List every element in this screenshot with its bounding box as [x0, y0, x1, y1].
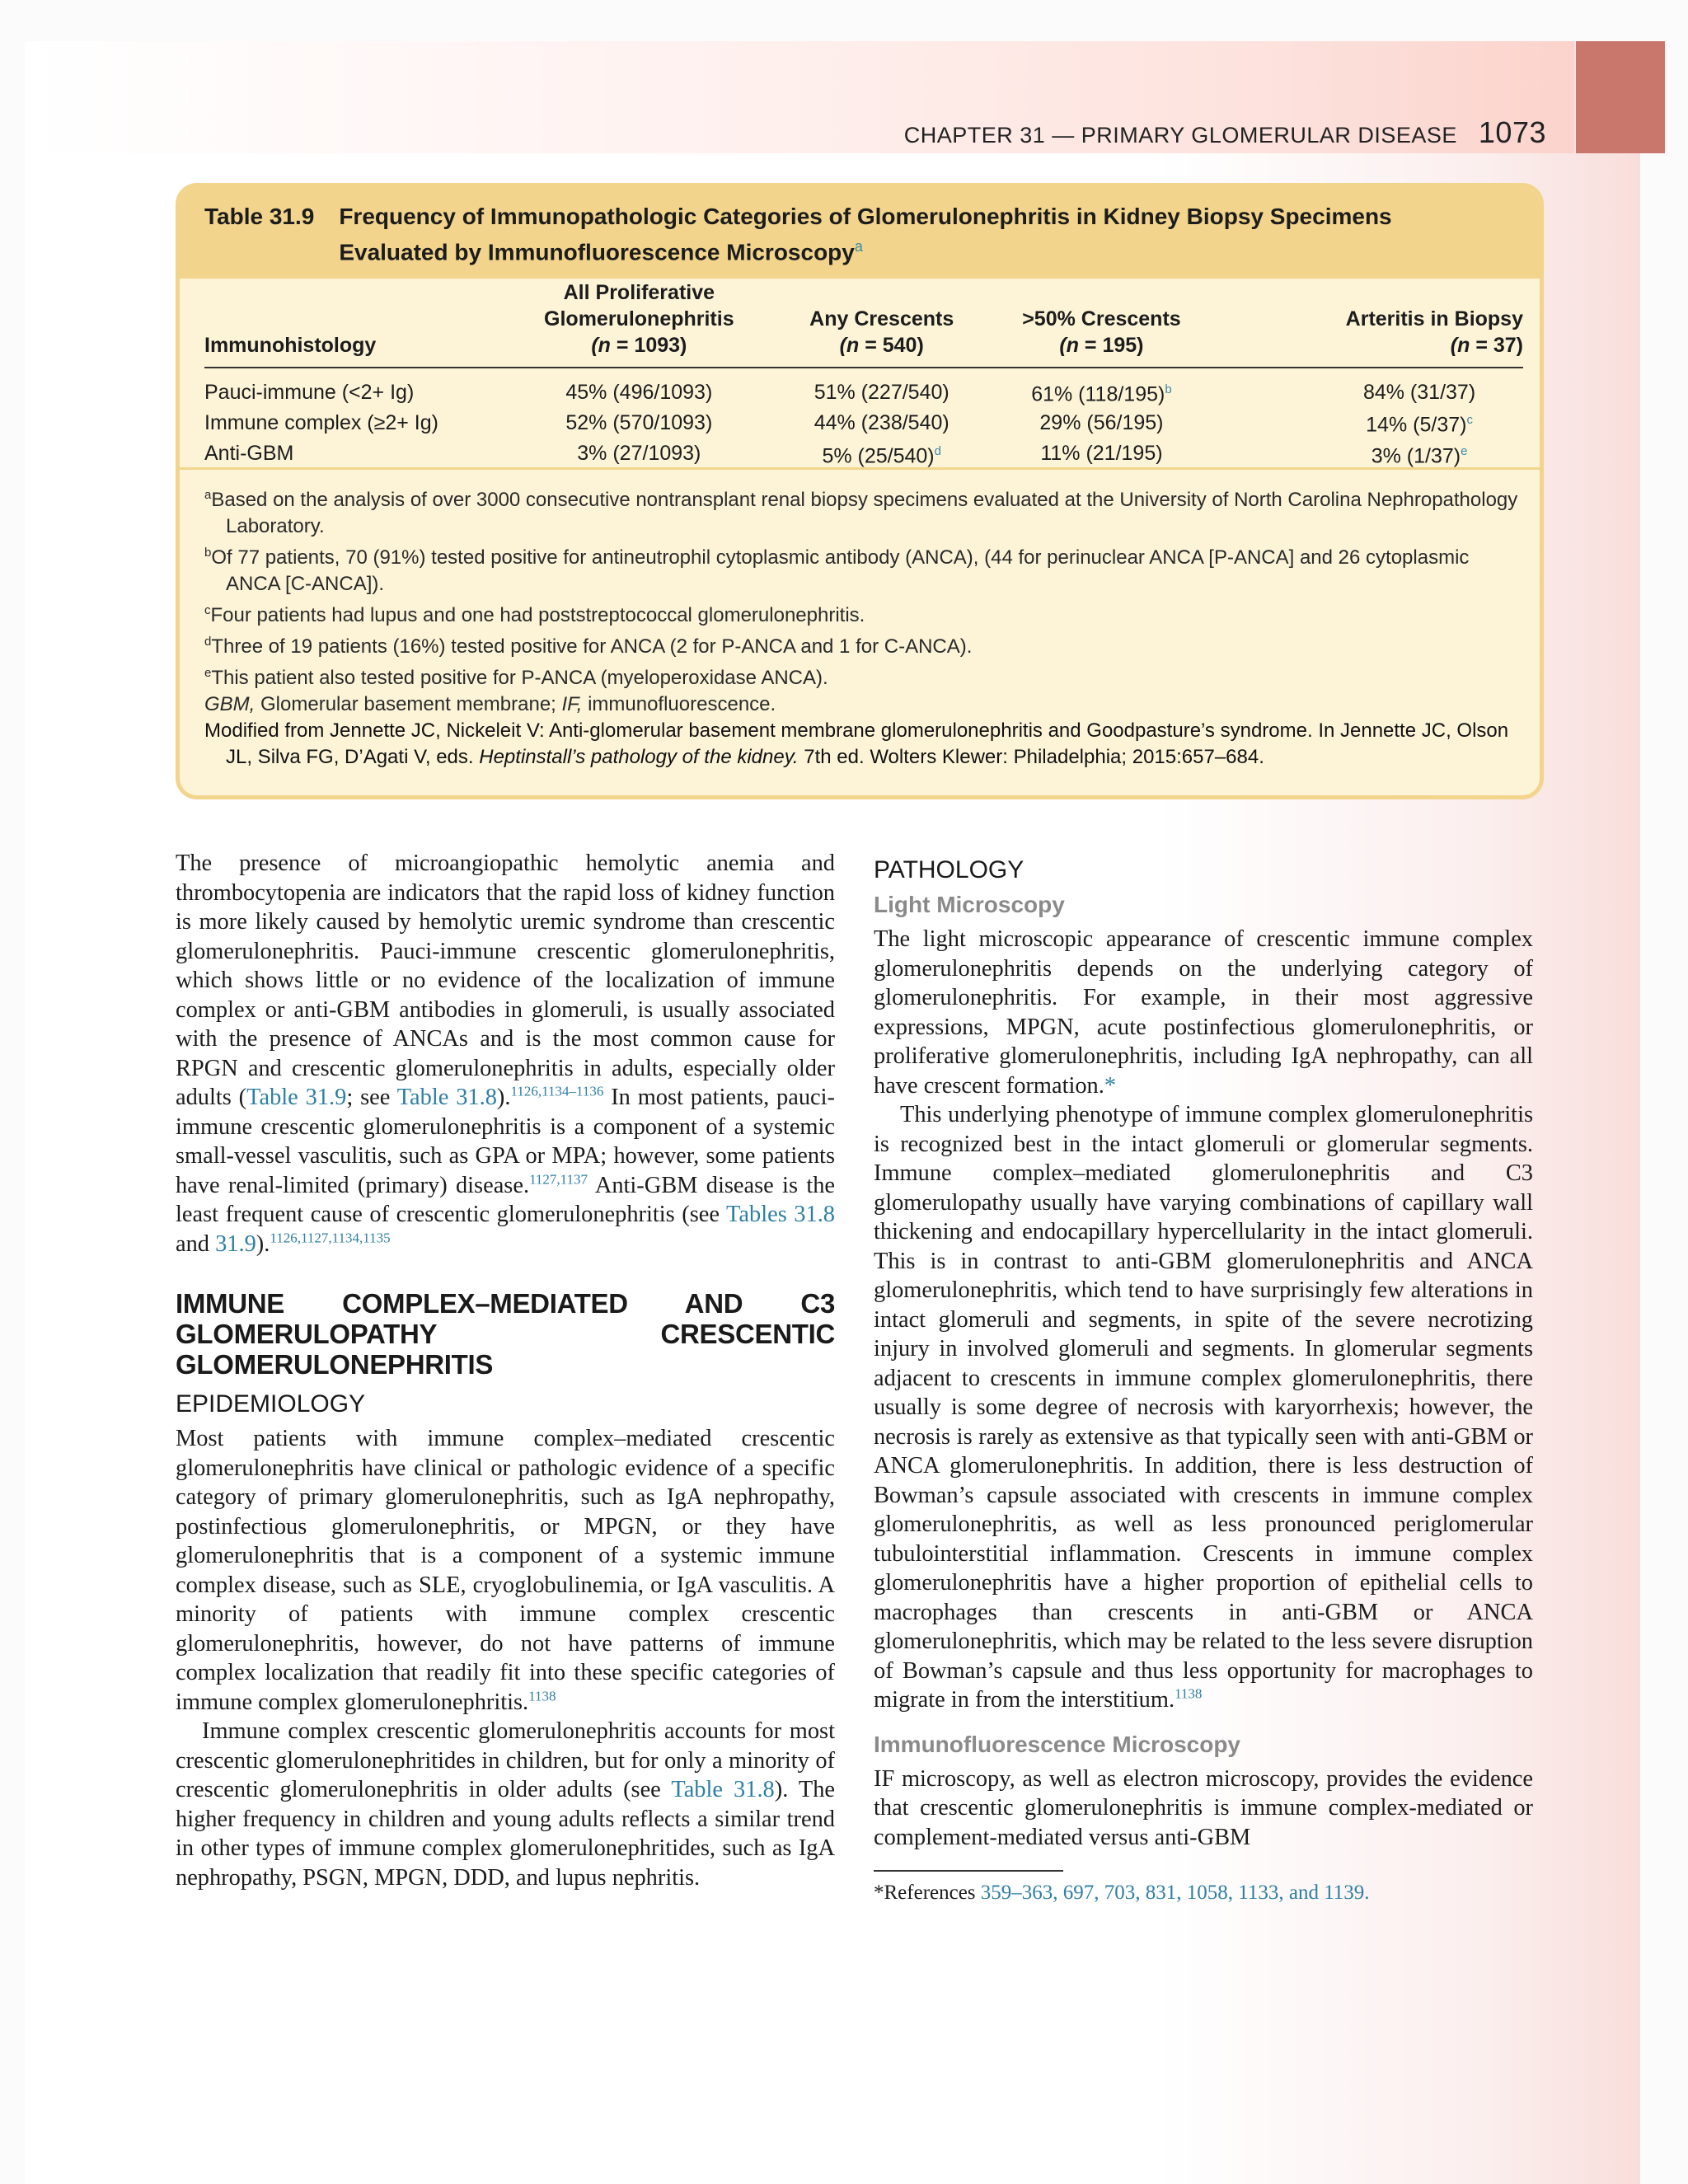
table-link[interactable]: Tables 31.8 — [726, 1202, 835, 1227]
table-footnotes — [204, 482, 1523, 771]
table-cell: 3% $(1/37)^e$ — [1371, 443, 1468, 467]
table-cell: 84% (31/37) — [1362, 380, 1476, 404]
row-label: Pauci-immune (<2+ Ig) — [204, 380, 415, 404]
table-cell: 44% (238/540) — [814, 410, 950, 434]
table-row — [204, 407, 1523, 438]
running-head — [904, 115, 1546, 150]
footnote: $^a$Based on the analysis of over 3000 consecutive nontransplant renal biopsy specimens evaluated at the University of North Carolina Nephropathology Laboratory. — [204, 488, 1518, 537]
right-column — [874, 849, 1533, 1906]
citation-link[interactable]: 1126,1134–1136 — [510, 1083, 604, 1099]
table-row — [204, 368, 1523, 407]
table-title: Frequency of Immunopathologic Categories of Glomerulonephritis in Kidney Biopsy Specimens Evaluated by Immunofluorescence Microscopy$^a$ — [339, 204, 1392, 265]
footnote: $^e$This patient also tested positive for P-ANCA (myeloperoxidase ANCA). — [204, 666, 828, 689]
table-cell: 45% (496/1093) — [565, 380, 713, 404]
table-cell: 5% $(25/540)^d$ — [822, 443, 941, 467]
table-link[interactable]: Table 31.8 — [671, 1777, 775, 1802]
footnote-rule — [874, 1870, 1063, 1872]
footnote: $^b$Of 77 patients, 70 (91%) tested positive for antineutrophil cytoplasmic antibody (ANCA), (44 for perinuclear ANCA [P-ANCA] and 26 cytoplasmic ANCA [C-ANCA]). — [204, 546, 1470, 595]
row-label: Anti-GBM — [204, 442, 294, 466]
table-cell: 11% (21/195) — [1040, 442, 1163, 466]
section-heading: IMMUNE COMPLEX–MEDIATED AND C3 GLOMERULOPATHY CRESCENTIC GLOMERULONEPHRITIS — [176, 1288, 835, 1380]
table-cell: 52% (570/1093) — [565, 410, 713, 434]
chapter-tab — [1576, 41, 1665, 153]
minor-heading: Immunofluorescence Microscopy — [874, 1731, 1241, 1757]
references-link[interactable]: 359–363, 697, 703, 831, 1058, 1133, and 1139. — [980, 1882, 1370, 1904]
running-head-title: CHAPTER 31 — PRIMARY GLOMERULAR DISEASE — [903, 123, 1457, 148]
page-number: 1073 — [1478, 115, 1546, 149]
paragraph: The light microscopic appearance of crescentic immune complex glomerulonephritis depends on the underlying category of glomerulonephritis. For example, in their most aggressive expressions, MPGN, acute postinfectious glomerulonephritis, or proliferative glomerulonephritis, including IgA nephropathy, can all have crescent formation.* — [874, 926, 1533, 1099]
table-source: Modified from Jennette JC, Nickeleit V: Anti-glomerular basement membrane glomerulonephritis and Goodpasture’s syndrome. In Jennette JC, Olson JL, Silva FG, D’Agati V, eds. Heptinstall’s pathology of the kidney. 7th ed. Wolters Klewer: Philadelphia; 2015:657–684. — [204, 719, 1509, 768]
column-header: Immunohistology — [204, 279, 501, 368]
table-cell: 14% $(5/37)^c$ — [1366, 413, 1473, 437]
citation-link[interactable]: 1138 — [1175, 1685, 1203, 1702]
paragraph: IF microscopy, as well as electron microscopy, provides the evidence that crescentic glomerulonephritis is immune complex-mediated or complement-mediated versus anti-GBM — [874, 1765, 1533, 1850]
paragraph: Immune complex crescentic glomerulonephritis accounts for most crescentic glomerulonephritides in children, but for only a minority of crescentic glomerulonephritis in older adults (see Table 31.8). The higher frequency in children and young adults reflects a similar trend in other types of immune complex glomerulonephritides, such as IgA nephropathy, PSGN, MPGN, DDD, and lupus nephritis. — [176, 1718, 835, 1891]
footnote: $^d$Three of 19 patients (16%) tested positive for ANCA (2 for P-ANCA and 1 for C-ANCA). — [204, 635, 973, 658]
table-cell: 3% (27/1093) — [577, 442, 701, 466]
table-link[interactable]: 31.9 — [215, 1230, 256, 1257]
paragraph: Most patients with immune complex–mediated crescentic glomerulonephritis have clinical or pathologic evidence of a specific category of primary glomerulonephritis, such as IgA nephropathy, postinfectious glomerulonephritis, or MPGN, or they have glomerulonephritis that is a component of a systemic immune complex disease, such as SLE, cryoglobulinemia, or IgA vasculitis. A minority of patients with immune complex crescentic glomerulonephritis, however, do not have patterns of immune complex localization that readily fit into these specific categories of immune complex glomerulonephritis.$^{1138}$ — [176, 1426, 835, 1715]
footnote: $^c$Four patients had lupus and one had poststreptococcal glomerulonephritis. — [204, 603, 865, 626]
minor-heading: Light Microscopy — [874, 892, 1065, 917]
table-divider — [180, 467, 1540, 470]
paragraph: This underlying phenotype of immune complex glomerulonephritis is recognized best in the intact glomeruli or glomerular segments. Immune complex–mediated glomerulonephritis and C3 glomerulopathy usually have varying combinations of capillary wall thickening and endocapillary hypercellularity in the intact glomeruli. This is in contrast to anti-GBM glomerulonephritis and ANCA glomerulonephritis, which tend to have surprisingly few alterations in intact glomeruli and segments, in spite of the severe necrotizing injury in involved glomeruli and segments. In glomerular segments adjacent to crescents in immune complex glomerulonephritis, there usually is some degree of necrosis with karyorrhexis; however, the necrosis is rarely as extensive as that typically seen with anti-GBM or ANCA glomerulonephritis. In addition, there is less destruction of Bowman’s capsule associated with crescents in immune complex glomerulonephritis, as well as less pronounced periglomerular tubulointerstitial inflammation. Crescents in immune complex glomerulonephritis have a higher proportion of epithelial cells to macrophages than crescents in anti-GBM or ANCA glomerulonephritis, which may be related to the less severe disruption of Bowman’s capsule and thus less opportunity for macrophages to migrate in from the interstitium.$^{1138}$ — [874, 1102, 1533, 1713]
table-cell: 61% $(118/195)^b$ — [1031, 382, 1172, 406]
table-number: Table 31.9 — [204, 204, 315, 229]
footnote-link[interactable]: * — [1104, 1072, 1117, 1099]
table-caption — [180, 187, 1540, 279]
table-link[interactable]: Table 31.8 — [396, 1085, 497, 1110]
column-header: Arteritis in Biopsy (n = 37) — [1217, 279, 1523, 368]
citation-link[interactable]: 1138 — [528, 1688, 556, 1704]
spacer — [874, 1715, 1533, 1730]
table-cell: 29% (56/195) — [1039, 410, 1164, 434]
row-label: Immune complex (≥2+ Ig) — [204, 410, 438, 434]
page-footnote: *References 359–363, 697, 703, 831, 1058, 1133, and 1139. — [874, 1882, 1370, 1904]
table-panel — [176, 183, 1544, 799]
citation-link[interactable]: 1127,1137 — [529, 1171, 588, 1188]
table-title-note: a — [854, 238, 863, 255]
left-column — [176, 849, 835, 1892]
column-header: All Proliferative Glomerulonephritis (n = 1093) — [501, 279, 777, 368]
subsection-heading: PATHOLOGY — [874, 856, 1025, 883]
column-header: >50% Crescents (n = 195) — [987, 279, 1217, 368]
table-row — [204, 438, 1523, 469]
table-link[interactable]: Table 31.9 — [246, 1085, 347, 1110]
citation-link[interactable]: 1126,1127,1134,1135 — [270, 1230, 391, 1246]
table-header-row — [204, 279, 1523, 368]
data-table — [204, 279, 1523, 469]
paragraph: The presence of microangiopathic hemolytic anemia and thrombocytopenia are indicators that the rapid loss of kidney function is more likely caused by hemolytic uremic syndrome than crescentic glomerulonephritis. Pauci-immune crescentic glomerulonephritis, which shows little or no evidence of the localization of immune complex or anti-GBM antibodies in glomeruli, is usually associated with the presence of ANCAs and is the most common cause for RPGN and crescentic glomerulonephritis in adults, especially older adults (Table 31.9; see Table 31.8).$^{1126,1134-1136}$ In most patients, pauci-immune crescentic glomerulonephritis is a component of a systemic small-vessel vasculitis, such as GPA or MPA; however, some patients have renal-limited (primary) disease.$^{1127,1137}$ Anti-GBM disease is the least frequent cause of crescentic glomerulonephritis (see Tables 31.8 and 31.9).$^{1126,1127,1134,1135}$ — [176, 851, 836, 1257]
subsection-heading: EPIDEMIOLOGY — [176, 1390, 366, 1418]
column-header: Any Crescents (n = 540) — [777, 279, 987, 368]
abbreviations: GBM, Glomerular basement membrane; IF, immunofluorescence. — [204, 693, 776, 715]
table-cell: 51% (227/540) — [814, 380, 950, 404]
